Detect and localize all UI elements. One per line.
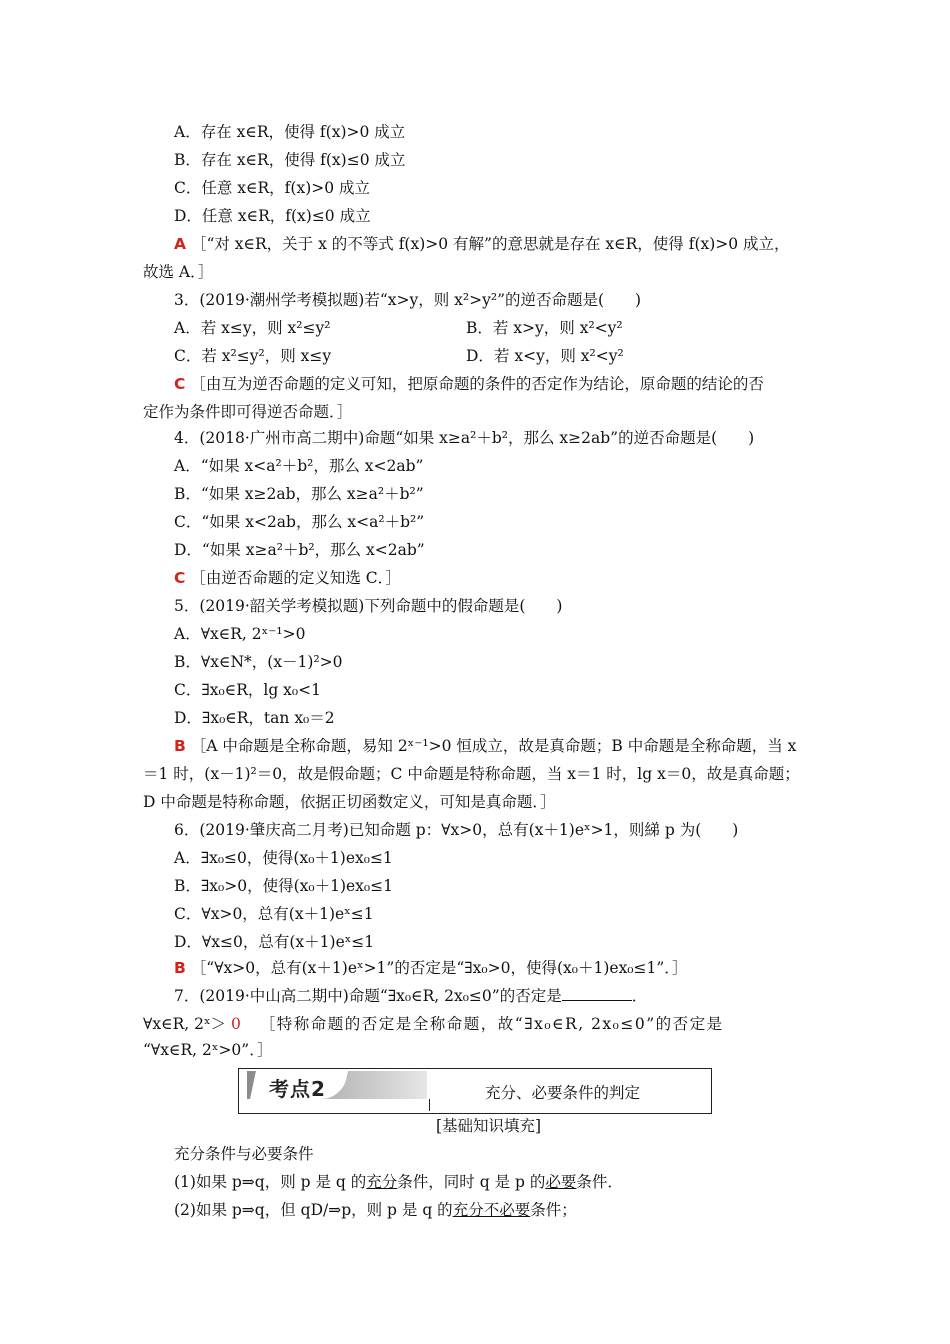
basics-point-1-text-a: (1)如果 p⇒q，则 p 是 q 的 xyxy=(174,1173,367,1191)
answer-6-line xyxy=(174,958,688,978)
q6-option-c: C．∀x>0，总有(x＋1)eˣ≤1 xyxy=(174,905,374,923)
section-tag-label: 考点2 xyxy=(269,1077,326,1101)
section-header-box xyxy=(238,1068,712,1114)
q5-option-b: B．∀x∈N*，(x－1)²>0 xyxy=(174,653,343,671)
answer-6-letter: B xyxy=(174,959,186,977)
section-divider xyxy=(429,1099,430,1111)
answer-5-explanation: ［A 中命题是全称命题，易知 2ˣ⁻¹>0 恒成立，故是真命题；B 中命题是全称命题，当 x xyxy=(190,737,797,755)
section-tag xyxy=(247,1071,427,1099)
answer-5-letter: B xyxy=(174,737,186,755)
option-d: D．任意 x∈R，f(x)≤0 成立 xyxy=(174,207,371,225)
answer-4-letter: C xyxy=(174,569,186,587)
q6-option-d: D．∀x≤0，总有(x＋1)eˣ≤1 xyxy=(174,933,375,951)
q4-option-b: B．“如果 x≥2ab，那么 x≥a²＋b²” xyxy=(174,485,424,503)
question-4: 4．(2018·广州市高二期中)命题“如果 x≥a²＋b²，那么 x≥2ab”的逆否命题是( ) xyxy=(174,429,755,447)
question-7-end: ． xyxy=(631,987,648,1005)
answer-4-explanation: ［由逆否命题的定义知选 C．］ xyxy=(190,569,401,587)
q5-option-d: D．∃x₀∈R，tan x₀＝2 xyxy=(174,709,335,727)
q5-option-a: A．∀x∈R, 2ˣ⁻¹>0 xyxy=(174,625,306,643)
answer-7-red: 0 xyxy=(230,1015,241,1033)
answer-3-explanation: ［由互为逆否命题的定义可知，把原命题的条件的否定作为结论，原命题的结论的否 xyxy=(190,375,764,393)
answer-7-explanation: ［特称命题的否定是全称命题，故“∃x₀∈R, 2x₀≤0”的否定是 xyxy=(259,1015,724,1033)
answer-7-continuation: “∀x∈R, 2ˣ>0”．］ xyxy=(143,1041,273,1059)
option-b: B．存在 x∈R，使得 f(x)≤0 成立 xyxy=(174,151,406,169)
q6-option-b: B．∃x₀>0，使得(x₀＋1)ex₀≤1 xyxy=(174,877,393,895)
basics-heading: 充分条件与必要条件 xyxy=(174,1145,314,1163)
question-7 xyxy=(174,986,647,1006)
answer-line xyxy=(174,234,790,254)
answer-3-letter: C xyxy=(174,375,186,393)
answer-5-continuation-2: D 中命题是特称命题，依据正切函数定义，可知是真命题．］ xyxy=(143,793,556,811)
answer-letter: A xyxy=(174,235,186,253)
basics-point-1-term-2: 必要 xyxy=(545,1173,577,1191)
q4-option-a: A．“如果 x<a²＋b²，那么 x<2ab” xyxy=(174,457,424,475)
basics-point-1-text-c: 条件． xyxy=(576,1173,623,1191)
answer-3-line xyxy=(174,374,764,394)
basics-point-1 xyxy=(174,1172,623,1192)
answer-continuation: 故选 A．］ xyxy=(143,263,214,281)
basics-point-2-text-a: (2)如果 p⇒q，但 qD/⇒p，则 p 是 q 的 xyxy=(174,1201,453,1219)
question-7-text: 7．(2019·中山高二期中)命题“∃x₀∈R, 2x₀≤0”的否定是 xyxy=(174,987,562,1005)
answer-7-black: ∀x∈R, 2ˣ＞ xyxy=(143,1015,227,1033)
q3-option-d: D．若 x<y，则 x²<y² xyxy=(466,347,624,365)
question-3: 3．(2019·潮州学考模拟题)若“x>y，则 x²>y²”的逆否命题是( ) xyxy=(174,291,642,309)
q3-option-a: A．若 x≤y，则 x²≤y² xyxy=(174,319,331,337)
basics-point-2 xyxy=(174,1200,577,1220)
basics-point-1-text-b: 条件，同时 q 是 p 的 xyxy=(397,1173,546,1191)
basics-point-2-text-b: 条件； xyxy=(530,1201,577,1219)
section-subheading: [基础知识填充] xyxy=(436,1117,542,1135)
answer-blank xyxy=(562,986,632,1001)
section-title: 充分、必要条件的判定 xyxy=(485,1084,641,1102)
answer-6-explanation: ［“∀x>0，总有(x＋1)eˣ>1”的否定是“∃x₀>0，使得(x₀＋1)ex₀≤1”．］ xyxy=(190,959,688,977)
question-5: 5．(2019·韶关学考模拟题)下列命题中的假命题是( ) xyxy=(174,597,563,615)
basics-point-2-term: 充分不必要 xyxy=(452,1201,531,1219)
answer-4-line xyxy=(174,568,401,588)
answer-3-continuation: 定作为条件即可得逆否命题．］ xyxy=(143,403,353,421)
q3-option-c: C．若 x²≤y²，则 x≤y xyxy=(174,347,332,365)
option-c: C．任意 x∈R，f(x)>0 成立 xyxy=(174,179,371,197)
question-6: 6．(2019·肇庆高二月考)已知命题 p：∀x>0，总有(x＋1)eˣ>1，则綈 p 为( ) xyxy=(174,821,739,839)
option-a: A．存在 x∈R，使得 f(x)>0 成立 xyxy=(174,123,406,141)
answer-5-continuation-1: ＝1 时，(x－1)²＝0，故是假命题；C 中命题是特称命题，当 x＝1 时，lg x＝0，故是真命题； xyxy=(143,765,800,783)
answer-explanation: ［“对 x∈R，关于 x 的不等式 f(x)>0 有解”的意思就是存在 x∈R，使得 f(x)>0 成立， xyxy=(190,235,790,253)
q6-option-a: A．∃x₀≤0，使得(x₀＋1)ex₀≤1 xyxy=(174,849,393,867)
q3-option-b: B．若 x>y，则 x²<y² xyxy=(466,319,623,337)
basics-point-1-term-1: 充分 xyxy=(366,1173,398,1191)
q4-option-d: D．“如果 x≥a²＋b²，那么 x<2ab” xyxy=(174,541,425,559)
q5-option-c: C．∃x₀∈R，lg x₀<1 xyxy=(174,681,321,699)
q4-option-c: C．“如果 x<2ab，那么 x<a²＋b²” xyxy=(174,513,425,531)
answer-5-line xyxy=(174,736,796,756)
answer-7-line xyxy=(143,1014,724,1034)
